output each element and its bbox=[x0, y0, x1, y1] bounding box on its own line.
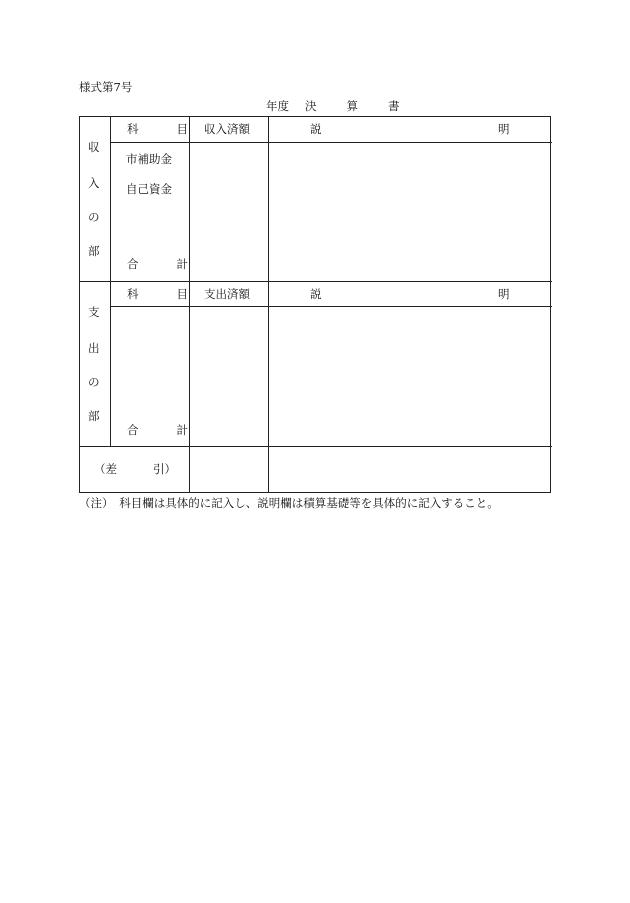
expenditure-side-char-3: の bbox=[88, 375, 100, 389]
table-rule bbox=[80, 446, 552, 447]
expenditure-side-char-1: 支 bbox=[88, 305, 100, 319]
expenditure-item-header: 科 目 bbox=[127, 287, 188, 301]
income-desc-header-left: 説 bbox=[310, 122, 322, 136]
difference-label: （差 引） bbox=[94, 462, 176, 476]
income-row-own-funds: 自己資金 bbox=[126, 182, 172, 196]
income-side-char-2: 入 bbox=[88, 176, 100, 190]
expenditure-side-char-4: 部 bbox=[88, 409, 100, 423]
expenditure-total-label: 合 計 bbox=[127, 423, 188, 437]
income-item-header: 科 目 bbox=[127, 122, 188, 136]
expenditure-amount-header: 支出済額 bbox=[204, 287, 250, 301]
expenditure-desc-header-left: 説 bbox=[310, 287, 322, 301]
expenditure-side-char-2: 出 bbox=[88, 341, 100, 355]
income-desc-header-right: 明 bbox=[498, 122, 510, 136]
settlement-table bbox=[79, 116, 551, 493]
table-rule bbox=[110, 306, 552, 307]
title-char-1: 決 bbox=[305, 99, 317, 113]
table-rule bbox=[110, 117, 111, 446]
income-side-char-3: の bbox=[88, 210, 100, 224]
income-row-city-subsidy: 市補助金 bbox=[126, 152, 172, 166]
title-year-label: 年度 bbox=[266, 99, 289, 113]
document-title bbox=[266, 101, 400, 113]
table-rule bbox=[110, 142, 552, 143]
income-side-char-4: 部 bbox=[88, 244, 100, 258]
income-total-label: 合 計 bbox=[127, 257, 188, 271]
footnote: （注） 科目欄は具体的に記入し、説明欄は積算基礎等を具体的に記入すること。 bbox=[79, 496, 499, 510]
income-side-char-1: 収 bbox=[88, 140, 100, 154]
table-rule bbox=[268, 117, 269, 493]
table-rule bbox=[189, 117, 190, 493]
title-char-2: 算 bbox=[346, 99, 358, 113]
table-rule bbox=[80, 281, 552, 282]
expenditure-desc-header-right: 明 bbox=[498, 287, 510, 301]
title-char-3: 書 bbox=[388, 99, 400, 113]
form-number: 様式第7号 bbox=[79, 80, 133, 94]
income-amount-header: 収入済額 bbox=[204, 122, 250, 136]
